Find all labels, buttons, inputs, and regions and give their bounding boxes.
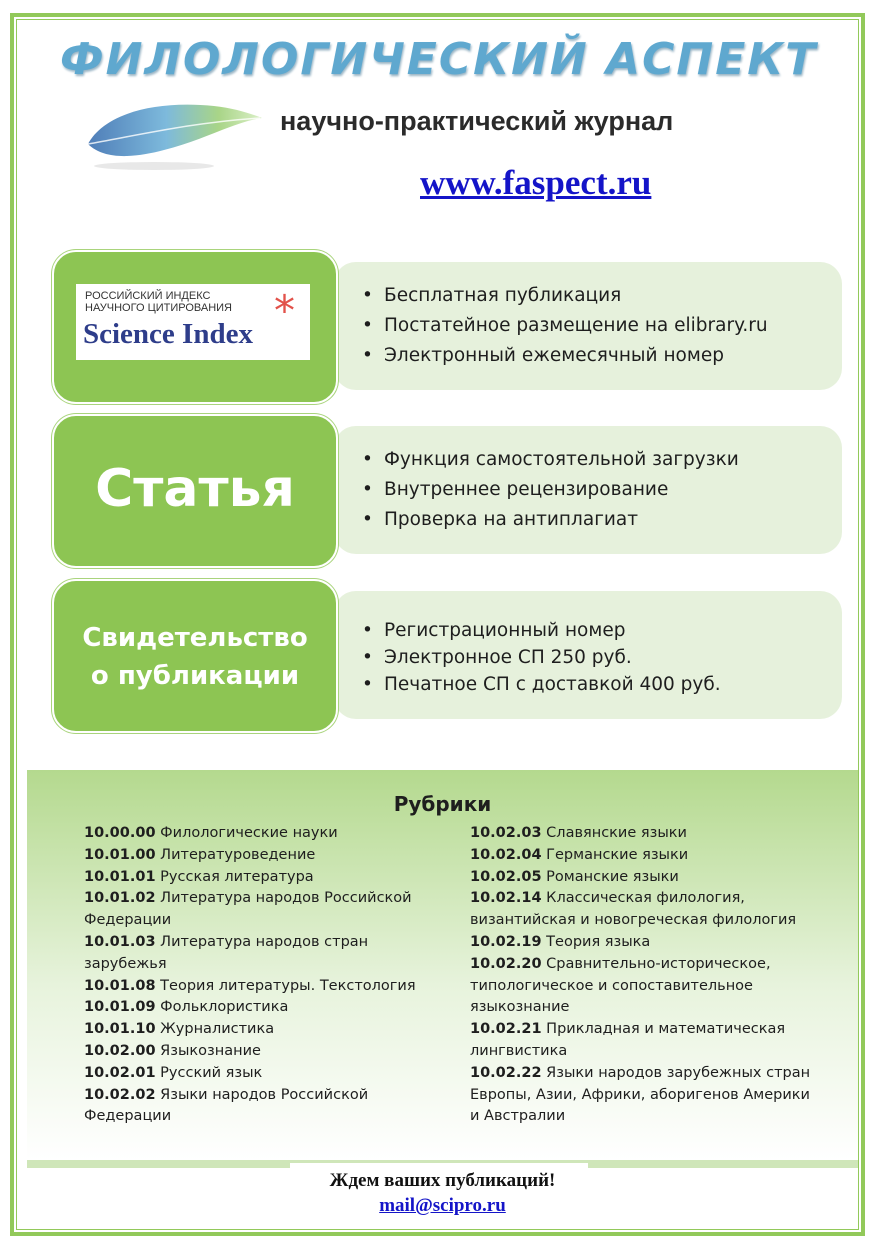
certificate-list xyxy=(362,617,721,698)
certificate-label: Свидетельство о публикации xyxy=(82,623,308,691)
list-item: • Бесплатная публикация xyxy=(362,285,622,306)
rubric-item: 10.02.01 Русский язык xyxy=(84,1064,263,1081)
journal-title: ФИЛОЛОГИЧЕСКИЙ АСПЕКТ xyxy=(60,34,818,85)
rubric-item: 10.02.22 Языки народов зарубежных стран Европы, Азии, Африки, аборигенов Америки и Австралии xyxy=(470,1064,811,1125)
list-item: • Печатное СП с доставкой 400 руб. xyxy=(362,674,721,695)
list-item: • Функция самостоятельной загрузки xyxy=(362,449,739,470)
rubric-item: 10.02.04 Германские языки xyxy=(470,846,689,863)
science-index-logo xyxy=(76,284,310,360)
rubric-item: 10.02.19 Теория языка xyxy=(470,933,651,950)
science-index-logo-text: Science Index xyxy=(83,318,253,350)
list-item: • Регистрационный номер xyxy=(362,620,626,641)
rubric-item: 10.01.01 Русская литература xyxy=(84,868,314,885)
rubrics-title: Рубрики xyxy=(393,792,492,816)
list-item: • Электронное СП 250 руб. xyxy=(362,647,632,668)
article-list xyxy=(362,445,739,535)
rubrics-left-list xyxy=(84,823,424,1128)
list-item: • Постатейное размещение на elibrary.ru xyxy=(362,315,768,336)
footer-invitation: Ждем ваших публикаций! xyxy=(329,1170,556,1191)
rubric-item: 10.02.05 Романские языки xyxy=(470,868,679,885)
list-item: • Электронный ежемесячный номер xyxy=(362,345,724,366)
list-item: • Проверка на антиплагиат xyxy=(362,509,639,530)
rubric-item: 10.01.02 Литература народов Российской Федерации xyxy=(84,890,412,929)
journal-subtitle: научно-практический журнал xyxy=(280,106,674,136)
article-label: Статья xyxy=(95,459,295,519)
list-item: • Внутреннее рецензирование xyxy=(362,479,669,500)
rubric-item: 10.02.00 Языкознание xyxy=(84,1042,261,1059)
feather-logo-icon xyxy=(84,92,264,172)
rubric-item: 10.02.20 Сравнительно-историческое, типологическое и сопоставительное языкознание xyxy=(470,955,771,1016)
rubric-item: 10.01.08 Теория литературы. Текстология xyxy=(84,977,416,994)
rubric-item: 10.01.00 Литературоведение xyxy=(84,846,316,863)
article-block xyxy=(52,414,842,566)
certificate-block xyxy=(52,579,842,731)
rubric-item: 10.01.03 Литература народов стран зарубежья xyxy=(84,933,369,972)
rubric-item: 10.00.00 Филологические науки xyxy=(84,825,338,841)
rubric-item: 10.02.03 Славянские языки xyxy=(470,825,687,841)
science-index-logo-caption: РОССИЙСКИЙ ИНДЕКС НАУЧНОГО ЦИТИРОВАНИЯ xyxy=(85,290,232,314)
rubric-item: 10.01.10 Журналистика xyxy=(84,1021,275,1038)
contact-email-link[interactable]: mail@scipro.ru xyxy=(379,1195,506,1216)
science-index-list xyxy=(362,281,768,371)
website-link[interactable]: www.faspect.ru xyxy=(420,163,652,202)
asterisk-icon: * xyxy=(274,286,295,335)
rubric-item: 10.02.21 Прикладная и математическая лингвистика xyxy=(470,1021,786,1059)
science-index-tile xyxy=(52,250,338,404)
article-tile xyxy=(52,414,338,568)
rubric-item: 10.02.02 Языки народов Российской Федерации xyxy=(84,1086,369,1125)
science-index-block xyxy=(52,250,842,402)
rubric-item: 10.02.14 Классическая филология, византийская и новогреческая филология xyxy=(470,890,797,929)
rubric-item: 10.01.09 Фольклористика xyxy=(84,999,289,1016)
certificate-tile xyxy=(52,579,338,733)
rubrics-right-list xyxy=(470,823,815,1128)
